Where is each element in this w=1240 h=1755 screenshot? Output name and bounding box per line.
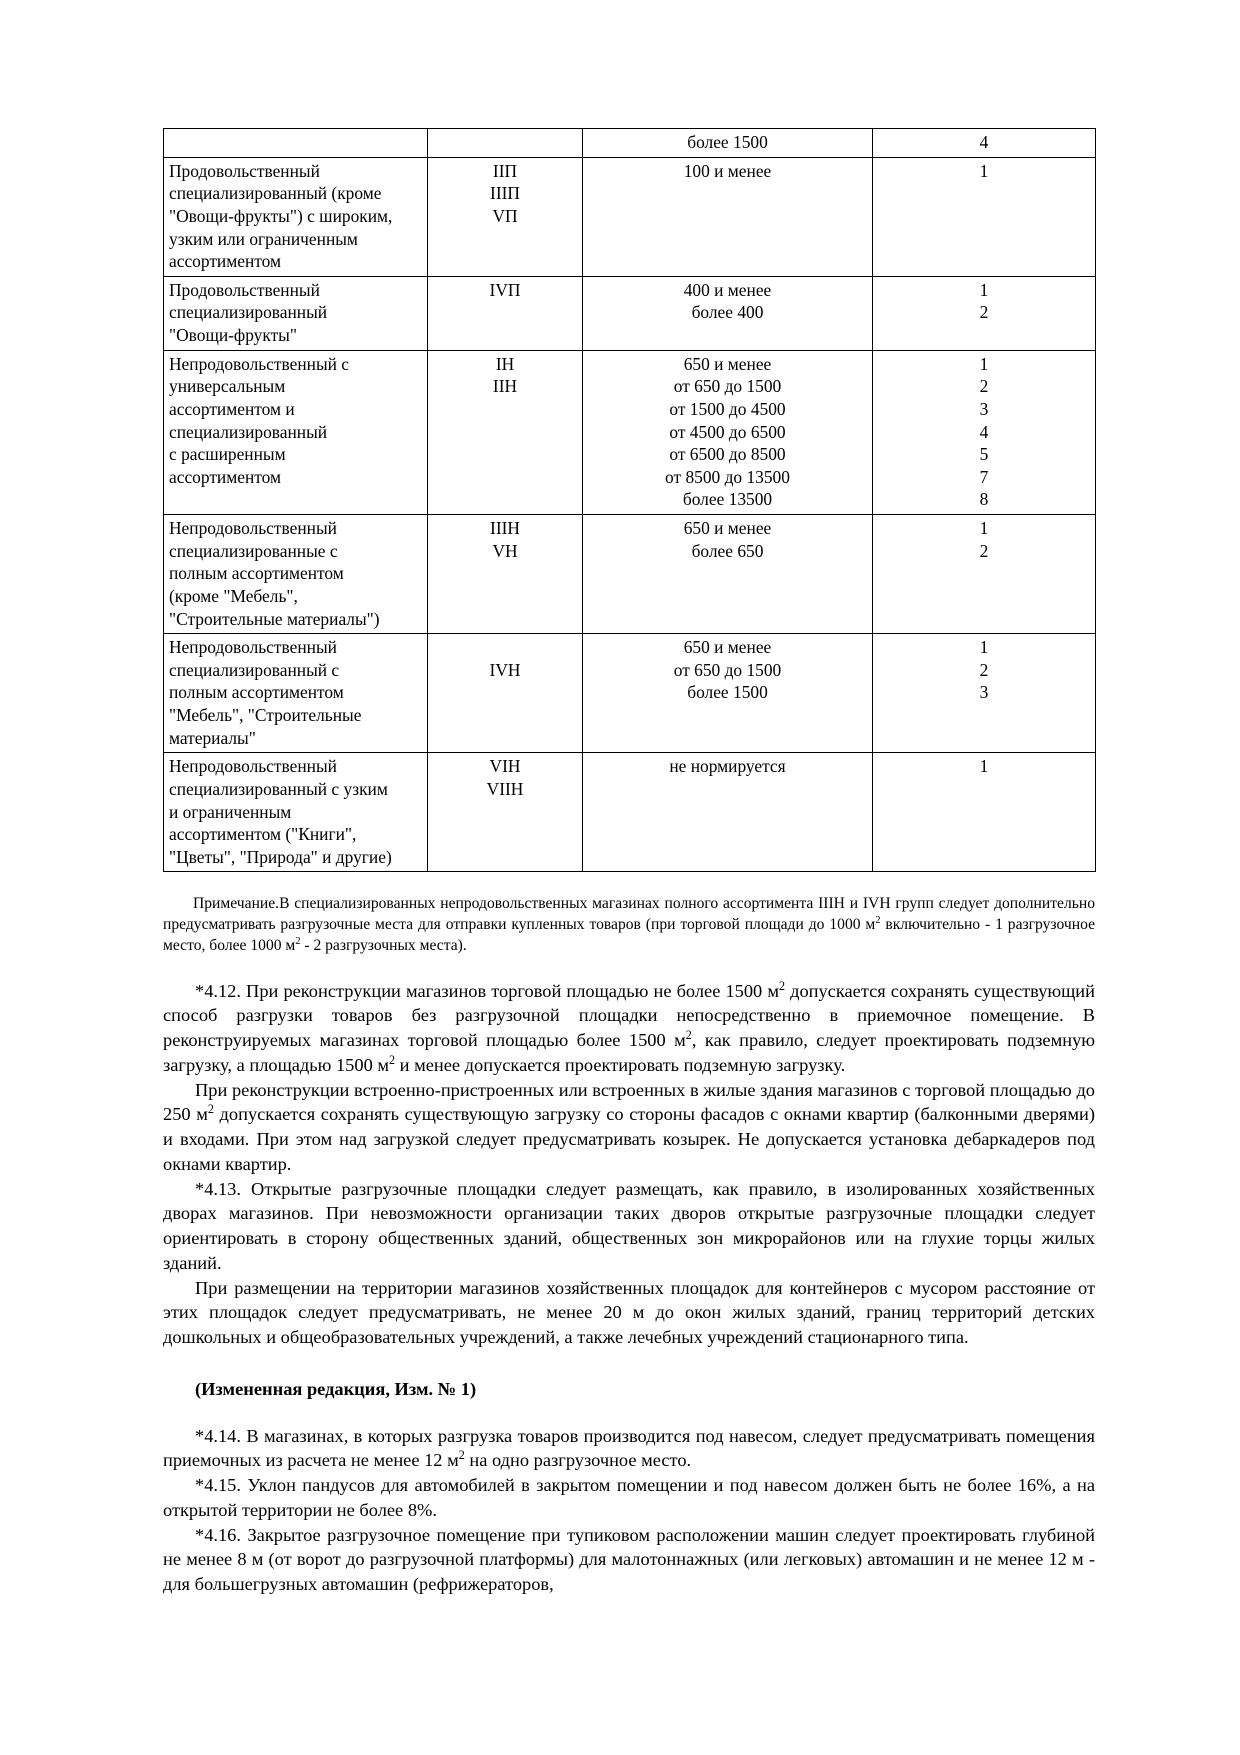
count-value: 4 [979, 421, 989, 442]
type-line: с расширенным [169, 444, 286, 465]
group-value: IН [495, 353, 515, 374]
type-line: "Мебель", "Строительные [169, 705, 362, 725]
type-line: ассортиментом ("Книги", [169, 824, 357, 845]
cell-group [428, 350, 583, 514]
revision-heading: (Измененная редакция, Изм. № 1) [195, 1378, 477, 1399]
paragraph-text: *4.12. При реконструкции магазинов торговой площадью не более 1500 м [195, 980, 779, 1001]
superscript: 2 [778, 978, 786, 993]
cell-group [428, 634, 583, 753]
cell-area [583, 276, 873, 350]
group-value: IIП [492, 160, 518, 181]
note-superscript: 2 [295, 935, 301, 947]
table-row [164, 634, 1096, 753]
count-value: 2 [979, 302, 989, 323]
cell-store-type [164, 753, 428, 872]
type-line: ассортиментом и [169, 398, 295, 419]
cell-count [873, 515, 1096, 634]
cell-area [583, 634, 873, 753]
type-line: Непродовольственный [169, 518, 337, 538]
loading-places-table [163, 128, 1096, 872]
count-value: 1 [979, 279, 989, 300]
note-text-c: - 2 разгрузочных места). [300, 936, 467, 954]
count-value: 2 [979, 540, 989, 561]
paragraph-text: *4.14. В магазинах, в которых разгрузка товаров производится под навесом, следует предусматривать помещения приемочных из расчета не менее 12 м [163, 1425, 1095, 1471]
area-value: 400 и менее [683, 279, 772, 300]
area-value: 650 и менее [683, 518, 772, 538]
cell-group [428, 276, 583, 350]
paragraph-text: *4.15. Уклон пандусов для автомобилей в закрытом помещении и под навесом должен быть не более 16%, а на открытой территории не более 8%. [163, 1475, 1095, 1520]
superscript: 2 [458, 1448, 465, 1463]
type-line: специализированный (кроме [169, 183, 382, 204]
cell-area [583, 129, 873, 158]
count-value: 2 [979, 376, 989, 397]
cell-store-type [164, 276, 428, 350]
type-line: специализированный с [169, 659, 340, 680]
paragraph-built-in [163, 1078, 1095, 1177]
table-row [164, 753, 1096, 872]
count-value: 7 [979, 466, 989, 487]
paragraph-4-15 [163, 1473, 1095, 1523]
group-value: IVН [489, 659, 521, 680]
group-value: VН [492, 540, 518, 561]
paragraph-text: допускается сохранять существующий способ разгрузки товаров без разгрузочной площадки непосредственно в приемочное помещение. В реконструируемых магазинах торговой площадью более 1500 м [163, 980, 1095, 1051]
type-line: специализированный [169, 302, 328, 323]
area-value: более 650 [691, 540, 764, 561]
type-line: материалы" [169, 727, 256, 748]
cell-area [583, 157, 873, 276]
count-value: 1 [979, 518, 989, 538]
superscript: 2 [389, 1052, 396, 1067]
paragraph-4-14 [163, 1424, 1095, 1474]
cell-count [873, 276, 1096, 350]
area-value: более 400 [691, 302, 764, 323]
area-value: более 1500 [687, 132, 768, 152]
group-value: IIН [492, 376, 518, 397]
cell-area [583, 753, 873, 872]
type-line: специализированные с [169, 540, 338, 561]
cell-store-type [164, 515, 428, 634]
paragraph-4-12 [163, 979, 1095, 1078]
type-line: Продовольственный [169, 160, 320, 181]
group-value: IIIП [490, 183, 520, 204]
type-line: "Овощи-фрукты") с широким, [169, 205, 393, 226]
count-value: 4 [979, 132, 989, 152]
type-line: специализированный [169, 421, 328, 442]
cell-area [583, 515, 873, 634]
note-text-a: Примечание.В специализированных непродовольственных магазинах полного ассортимента IIIН и IVН групп следует дополнительно предусматривать разгрузочные места для отправки купленных товаров (при торговой площади до 1000 м [163, 895, 1095, 934]
group-value: IVП [489, 279, 521, 300]
cell-group [428, 129, 583, 158]
table-row [164, 350, 1096, 514]
paragraph-text: , как правило, следует проектировать подземную загрузку, а площадью 1500 м [163, 1030, 1096, 1075]
table-row [164, 276, 1096, 350]
spacer [163, 1402, 1095, 1424]
area-value: от 650 до 1500 [673, 376, 782, 397]
cell-area [583, 350, 873, 514]
table-row [164, 515, 1096, 634]
table-body [164, 129, 1096, 872]
paragraph-text: При реконструкции встроенно-пристроенных или встроенных в жилые здания магазинов с торговой площадью до 250 м [163, 1079, 1095, 1125]
type-line: полным ассортиментом [169, 682, 344, 703]
cell-count [873, 157, 1096, 276]
count-value: 1 [979, 160, 989, 181]
type-line: Непродовольственный [169, 637, 337, 658]
cell-store-type [164, 129, 428, 158]
area-value: 650 и менее [683, 353, 772, 374]
type-line: полным ассортиментом [169, 563, 344, 584]
paragraph-text: и менее допускается проектировать подземную загрузку. [395, 1054, 846, 1075]
type-line: (кроме "Мебель", [169, 585, 298, 606]
count-value: 8 [979, 489, 989, 510]
paragraph-4-13 [163, 1177, 1095, 1276]
paragraph-text: на одно разгрузочное место. [464, 1450, 692, 1471]
group-value: VП [492, 205, 518, 226]
group-value: IIIН [490, 518, 520, 538]
cell-store-type [164, 634, 428, 753]
count-value: 3 [979, 682, 989, 703]
paragraph-4-16 [163, 1523, 1095, 1597]
cell-count [873, 129, 1096, 158]
superscript: 2 [685, 1027, 692, 1042]
type-line: ассортиментом [169, 466, 281, 487]
type-line: узким или ограниченным [169, 228, 358, 249]
paragraph-text: *4.16. Закрытое разгрузочное помещение при тупиковом расположении машин следует проектировать глубиной не менее 8 м (от ворот до разгрузочной платформы) для малотоннажных (или легковых) автомашин и не менее 12 м - для большегрузных автомашин (рефрижераторов, [163, 1524, 1095, 1595]
area-value: от 6500 до 8500 [669, 444, 786, 465]
group-value: VIН [489, 756, 521, 777]
type-line: ассортиментом [169, 251, 281, 272]
type-line: и ограниченным [169, 801, 292, 822]
type-line: "Овощи-фрукты" [169, 325, 297, 345]
area-value: от 8500 до 13500 [665, 466, 790, 487]
count-value: 3 [979, 398, 989, 419]
area-value: более 1500 [687, 682, 768, 703]
paragraph-text: *4.13. Открытые разгрузочные площадки следует размещать, как правило, в изолированных хозяйственных дворах магазинов. При невозможности организации таких дворов открытые разгрузочные площадки следует ориентировать в сторону общественных зданий, общественных зон микрорайонов или на глухие торцы жилых зданий. [163, 1178, 1095, 1273]
paragraph-text: При размещении на территории магазинов хозяйственных площадок для контейнеров с мусором расстояние от этих площадок следует предусматривать, не менее 20 м до окон жилых зданий, границ территорий детских дошкольных и общеобразовательных учреждений, а также лечебных учреждений стационарного типа. [163, 1277, 1095, 1348]
count-value: 1 [979, 353, 989, 374]
paragraph-text: допускается сохранять существующую загрузку со стороны фасадов с окнами квартир (балконными дверями) и входами. При этом над загрузкой следует предусматривать козырек. Не допускается установка дебаркадеров под окнами квартир. [163, 1104, 1095, 1174]
type-line: универсальным [169, 376, 286, 397]
paragraph-waste-containers [163, 1276, 1095, 1350]
cell-store-type [164, 350, 428, 514]
area-value: более 13500 [682, 489, 773, 510]
area-value: от 1500 до 4500 [669, 398, 786, 419]
count-value: 2 [979, 659, 989, 680]
cell-group [428, 515, 583, 634]
cell-group [428, 157, 583, 276]
area-value: от 650 до 1500 [673, 659, 782, 680]
area-value: 650 и менее [683, 637, 772, 658]
type-line: Непродовольственный с [169, 353, 350, 374]
note-text-b: включительно - 1 разгрузочное место, более 1000 м [163, 916, 1095, 954]
cell-count [873, 634, 1096, 753]
count-value: 1 [979, 637, 989, 658]
cell-group [428, 753, 583, 872]
note-superscript: 2 [875, 914, 881, 926]
table-note [163, 894, 1095, 956]
table-row [164, 157, 1096, 276]
area-value: 100 и менее [683, 160, 772, 181]
group-value: VIIН [486, 778, 524, 799]
cell-count [873, 753, 1096, 872]
area-value: от 4500 до 6500 [669, 421, 786, 442]
type-line: Продовольственный [169, 279, 320, 300]
type-line: специализированный с узким [169, 778, 388, 799]
spacer [163, 957, 1095, 979]
type-line: Непродовольственный [169, 756, 337, 777]
table-row [164, 129, 1096, 158]
cell-count [873, 350, 1096, 514]
count-value: 5 [979, 444, 989, 465]
count-value: 1 [979, 756, 989, 777]
cell-store-type [164, 157, 428, 276]
superscript: 2 [207, 1102, 214, 1117]
type-line: "Цветы", "Природа" и другие) [169, 846, 392, 867]
type-line: "Строительные материалы") [169, 608, 380, 629]
area-value: не нормируется [669, 756, 786, 777]
